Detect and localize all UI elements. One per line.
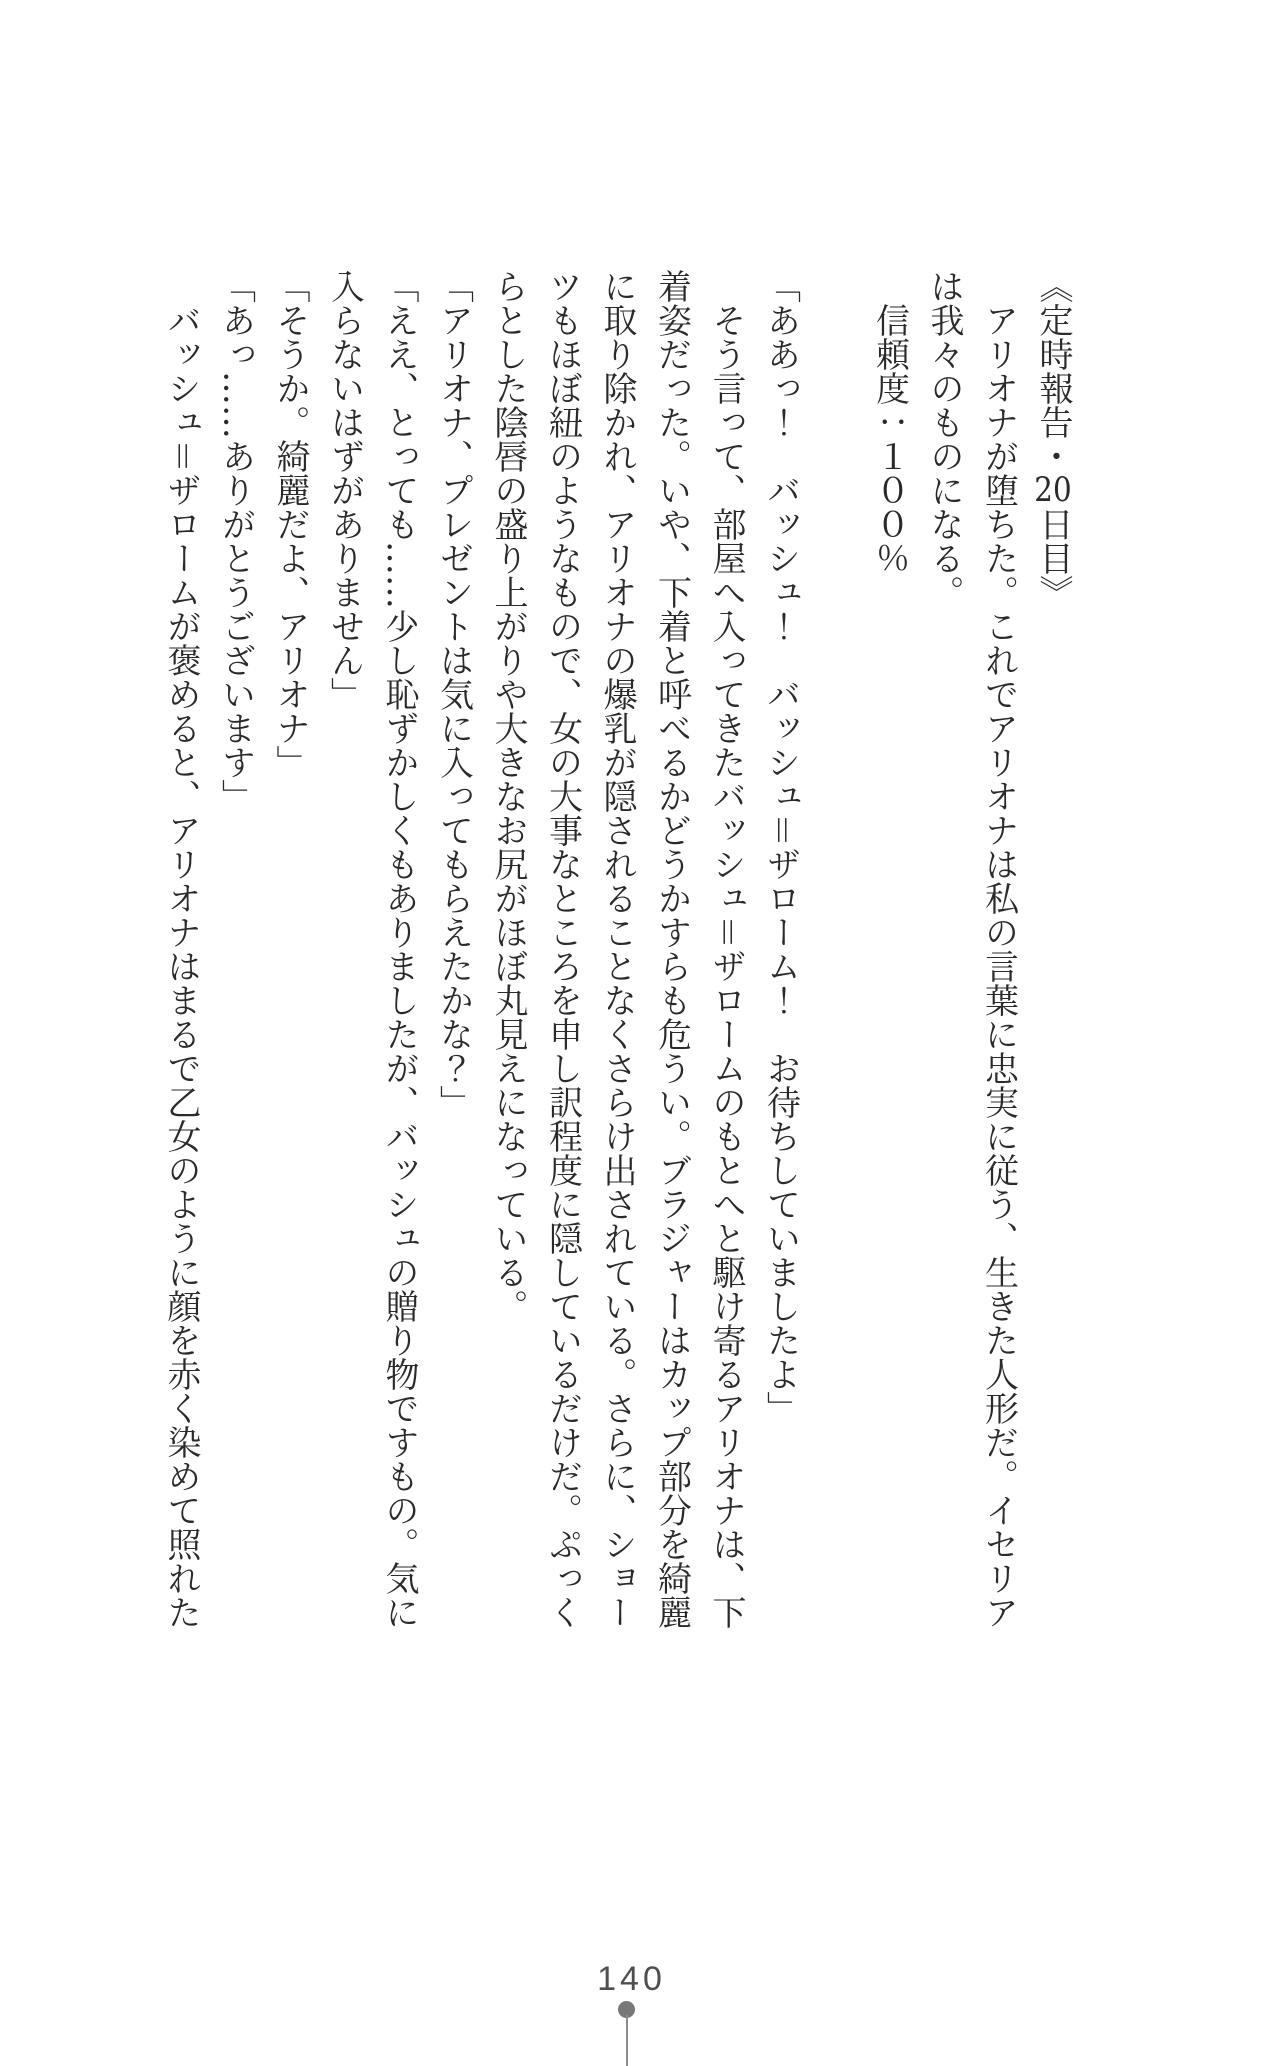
dialogue-line: 「あっ……ありがとうございます」 — [215, 269, 256, 813]
narration-line: そう言って、部屋へ入ってきたバッシュ＝ザロームのもとへと駆け寄るアリオナは、下 — [706, 303, 746, 1629]
trust-level-label: 信頼度： — [869, 303, 910, 439]
section-heading-day-number: 20 — [1034, 473, 1072, 507]
trust-level-line — [862, 269, 917, 1632]
novel-text-block — [154, 269, 1081, 1632]
footer-rule-line — [626, 2015, 628, 2066]
report-narration-line: アリオナが堕ちた。これでアリオナは私の言葉に忠実に従う、生きた人形だ。イセリア — [978, 303, 1019, 1629]
dialogue-line: 「アリオナ、プレゼントは気に入ってもらえたかな？」 — [433, 269, 474, 1119]
blank-line — [808, 269, 863, 1632]
narration-line: 着姿だった。いや、下着と呼べるかどうかすらも危うい。ブラジャーはカップ部分を綺麗 — [651, 269, 692, 1629]
section-heading-suffix: 日目》 — [1033, 507, 1073, 609]
page-number: 140 — [597, 1960, 666, 1998]
narration-line: ツもほぼ紐のようなもので、女の大事なところを申し訳程度に隠しているだけだ。ぷっく — [542, 269, 583, 1629]
section-heading-line — [1026, 269, 1081, 1632]
narration-line: に取り除かれ、アリオナの爆乳が隠されることなくさらけ出されている。さらに、ショー — [597, 269, 637, 1629]
dialogue-line: 「ええ、とっても……少し恥ずかしくもありましたが、バッシュの贈り物ですもの。気に — [379, 269, 419, 1629]
section-heading-prefix: 《定時報告・ — [1033, 269, 1073, 473]
dialogue-line: 入らないはずがありません」 — [324, 269, 365, 711]
dialogue-line: 「そうか。綺麗だよ、アリオナ」 — [270, 269, 310, 779]
report-narration-line: は我々のものになる。 — [924, 269, 964, 609]
narration-line: バッシュ＝ザロームが褒めると、アリオナはまるで乙女のように顔を赤く染めて照れた — [161, 303, 201, 1629]
narration-line: らとした陰唇の盛り上がりや大きなお尻がほぼ丸見えになっている。 — [488, 269, 528, 1323]
dialogue-line: 「ああっ！ バッシュ！ バッシュ＝ザローム！ お待ちしていましたよ」 — [760, 269, 801, 1425]
trust-level-value: １００％ — [869, 439, 910, 575]
